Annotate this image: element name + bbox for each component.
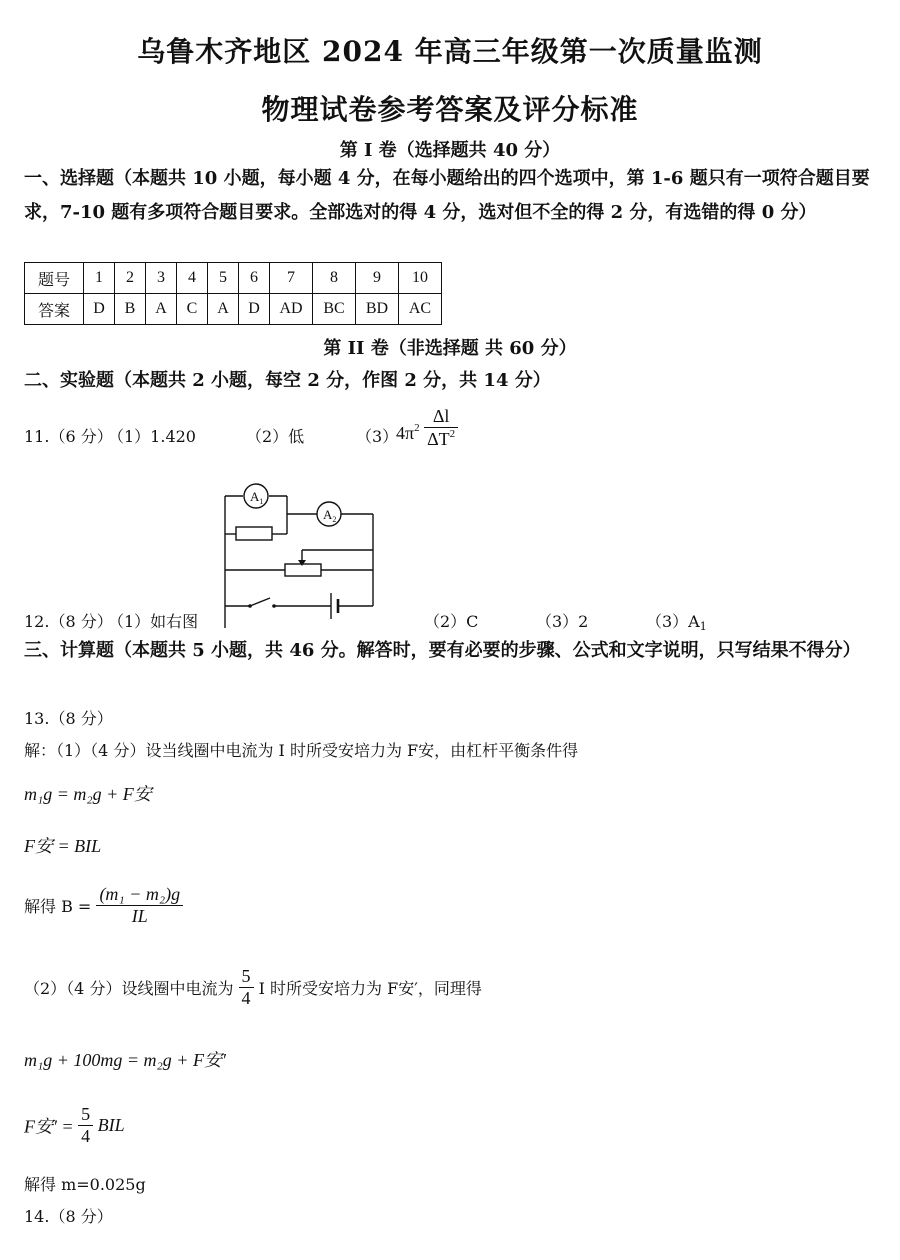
table-cell: B — [115, 294, 146, 325]
part2-fraction — [239, 966, 254, 1009]
numerator: 5 — [239, 966, 254, 988]
page-subtitle: 物理试卷参考答案及评分标准 — [261, 93, 639, 126]
table-cell: D — [84, 294, 115, 325]
table-cell: 2 — [115, 263, 146, 294]
table-header-cell: 答案 — [25, 294, 84, 325]
q13-eq5 — [24, 1104, 125, 1147]
section2-title: 二、实验题（本题共 2 小题，每空 2 分，作图 2 分，共 14 分） — [24, 370, 551, 391]
table-cell: 5 — [208, 263, 239, 294]
q12-label: 12.（8 分） — [24, 612, 113, 631]
part2-post: I 时所受安培力为 F安′，同理得 — [258, 979, 482, 998]
q12-answer-3: （3）2 — [536, 612, 589, 631]
table-cell: AC — [399, 294, 442, 325]
q11-coef: 4π — [396, 423, 415, 444]
table-cell: 3 — [146, 263, 177, 294]
meter2-label: $A_2$ — [323, 507, 337, 524]
circuit-diagram — [210, 478, 390, 628]
meter1-label: $A_1$ — [250, 489, 264, 506]
table-cell: 7 — [270, 263, 313, 294]
denominator: 4 — [241, 988, 251, 1008]
table-cell: BD — [356, 294, 399, 325]
q13-eq3 — [24, 884, 183, 927]
switch-contact — [248, 604, 252, 608]
eq5-fraction — [78, 1104, 93, 1147]
part2-heading: 第 II 卷（非选择题 共 60 分） — [323, 338, 577, 359]
part2-pre: （2）（4 分）设线圈中电流为 — [24, 979, 234, 998]
q13-eq2: F安 = BIL — [24, 836, 102, 856]
table-cell: A — [208, 294, 239, 325]
eq5-left: F安′ = — [24, 1116, 74, 1137]
part1-heading: 第 I 卷（选择题共 40 分） — [339, 140, 561, 161]
eq3-prefix: 解得 B = — [24, 897, 92, 916]
eq5-right: BIL — [97, 1115, 125, 1135]
q12-answer-4: （3）A1 — [646, 612, 707, 633]
table-cell: AD — [270, 294, 313, 325]
answer-table — [24, 262, 442, 325]
page-title: 乌鲁木齐地区 2024 年高三年级第一次质量监测 — [137, 35, 763, 68]
denominator: 4 — [81, 1126, 91, 1146]
section3-title: 三、计算题（本题共 5 小题，共 46 分。解答时，要有必要的步骤、公式和文字说明，只写结果不得分） — [24, 640, 861, 661]
table-row — [25, 294, 442, 325]
q13-result: 解得 m=0.025g — [24, 1175, 146, 1194]
table-cell: C — [177, 294, 208, 325]
denominator: IL — [131, 906, 148, 926]
resistor — [236, 527, 272, 540]
denominator: $\Delta T^2$ — [427, 428, 456, 449]
numerator: Δl — [424, 406, 458, 428]
table-cell: 10 — [399, 263, 442, 294]
numerator: (m₁ − m₂)g — [96, 884, 183, 906]
table-cell: BC — [313, 294, 356, 325]
table-cell: D — [239, 294, 270, 325]
table-row — [25, 263, 442, 294]
q11-answer-2: （2）低 — [246, 427, 305, 446]
switch-contact — [272, 604, 276, 608]
table-cell: 4 — [177, 263, 208, 294]
rheostat — [285, 564, 321, 576]
eq3-fraction — [96, 884, 183, 927]
q14-label: 14.（8 分） — [24, 1207, 113, 1226]
table-cell: 8 — [313, 263, 356, 294]
q11-answer-3-prefix: （3） — [356, 427, 399, 446]
q12-answer-2: （2）C — [424, 612, 479, 631]
table-cell: 1 — [84, 263, 115, 294]
table-cell: A — [146, 294, 177, 325]
numerator: 5 — [78, 1104, 93, 1126]
q13-eq1: m₁g = m₂g + F安 — [24, 784, 152, 804]
q13-intro: 解：（1）（4 分）设当线圈中电流为 I 时所受安培力为 F安，由杠杆平衡条件得 — [24, 741, 579, 760]
q11-label: 11.（6 分） — [24, 427, 113, 446]
q13-label: 13.（8 分） — [24, 709, 113, 728]
q12-answer-1: （1）如右图 — [108, 612, 199, 631]
section1-description: 一、选择题（本题共 10 小题，每小题 4 分，在每小题给出的四个选项中，第 1-6 题只有一项符合题目要求，7-10 题有多项符合题目要求。全部选对的得 4 分，选对但不全的得 2 分，有选错的得 0 分） — [24, 168, 870, 223]
q11-fraction — [424, 406, 458, 450]
table-header-cell: 题号 — [25, 263, 84, 294]
table-cell: 6 — [239, 263, 270, 294]
exponent: 2 — [414, 422, 420, 435]
table-cell: 9 — [356, 263, 399, 294]
q13-part2-intro — [24, 966, 482, 1009]
switch — [250, 598, 270, 606]
slider-arrow — [298, 560, 306, 566]
q13-eq4: m₁g + 100mg = m₂g + F安′ — [24, 1050, 226, 1070]
q11-answer-1: （1）1.420 — [108, 427, 196, 446]
